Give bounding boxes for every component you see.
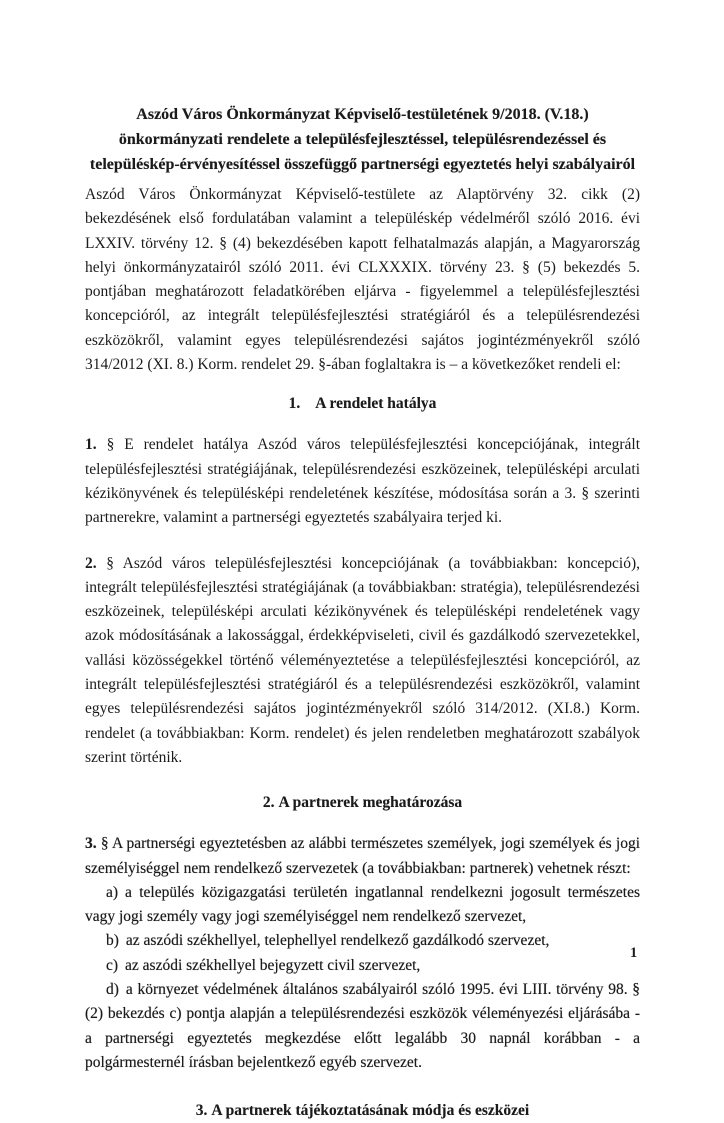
section-2-number: 2. bbox=[262, 794, 275, 812]
section-2-heading bbox=[85, 791, 640, 815]
list-item-a bbox=[85, 881, 640, 930]
list-item-c-marker: c) bbox=[106, 956, 119, 974]
list-item-d-marker: d) bbox=[106, 981, 119, 999]
document-title: Aszód Város Önkormányzat Képviselő-testületének 9/2018. (V.18.) önkormányzati rendelete a településfejlesztéssel, településrendezéssel és településkép-érvényesítéssel összefüggő partnerségi egyeztetés helyi szabályairól bbox=[89, 106, 636, 173]
list-item-a-text: a település közigazgatási területén ingatlannal rendelkezni jogosult természetes vagy jogi személy vagy jogi személyiséggel nem rendelkező szervezet, bbox=[85, 883, 640, 926]
section-2-label: A partnerek meghatározása bbox=[278, 794, 463, 812]
list-item-c bbox=[85, 954, 640, 978]
paragraph-2 bbox=[85, 552, 640, 771]
section-3-number: 3. bbox=[195, 1102, 208, 1120]
page-number: 1 bbox=[630, 945, 638, 961]
paragraph-3-number: 3. bbox=[85, 835, 97, 853]
paragraph-1-text: § E rendelet hatálya Aszód város településfejlesztési koncepciójának, integrált településfejlesztési stratégiájának, településrendezési eszközeinek, településképi arculati kézikönyvének és településképi rendeletének készítése, módosítása során a 3. § szerinti partnerekre, valamint a partnerségi egyeztetés szabályaira terjed ki. bbox=[85, 436, 640, 527]
preamble-paragraph: Aszód Város Önkormányzat Képviselő-testülete az Alaptörvény 32. cikk (2) bekezdésének első fordulatában valamint a településkép védelméről szóló 2016. évi LXXIV. törvény 12. § (4) bekezdésében kapott felhatalmazás alapján, a Magyarország helyi önkormányzatairól szóló 2011. évi CLXXXIX. törvény 23. § (5) bekezdés 5. pontjában meghatározott feladatkörében eljárva - figyelemmel a településfejlesztési koncepcióról, az integrált településfejlesztési stratégiáról és a településrendezési eszközökről, valamint egyes településrendezési sajátos jogintézményekről szóló 314/2012 (XI. 8.) Korm. rendelet 29. §-ában foglaltakra is – a következőket rendeli el: bbox=[85, 186, 640, 374]
list-item-d bbox=[85, 978, 640, 1075]
list-item-c-text: az aszódi székhellyel bejegyzett civil szervezet, bbox=[125, 956, 421, 974]
section-1-heading bbox=[85, 392, 640, 416]
list-item-b-marker: b) bbox=[106, 932, 119, 950]
section-3-heading bbox=[85, 1099, 640, 1123]
section-1-number: 1. bbox=[288, 395, 301, 413]
paragraph-3 bbox=[85, 832, 640, 881]
paragraph-1 bbox=[85, 433, 640, 530]
paragraph-3-text: § A partnerségi egyeztetésben az alábbi természetes személyek, jogi személyek és jogi személyiséggel nem rendelkező szervezetek (a továbbiakban: partnerek) vehetnek részt: bbox=[85, 835, 640, 877]
list-item-b-text: az aszódi székhellyel, telephellyel rendelkező gazdálkodó szervezet, bbox=[125, 932, 550, 950]
paragraph-2-number: 2. bbox=[85, 554, 97, 572]
paragraph-2-text: § Aszód város településfejlesztési koncepciójának (a továbbiakban: koncepció), integrált településfejlesztési stratégiájának (a továbbiakban: stratégia), településrendezési eszközeinek, településképi arculati kézikönyvének és településképi rendeletének vagy azok módosításának a lakossággal, érdekképviseleti, civil és gazdálkodó szervezetekkel, vallási közösségekkel történő véleményeztetése a településfejlesztési koncepcióról, az integrált településfejlesztési stratégiáról és a településrendezési eszközökről, valamint egyes településrendezési sajátos jogintézményekről szóló 314/2012. (XI.8.) Korm. rendelet (a továbbiakban: Korm. rendelet) és jelen rendeletben meghatározott szabályok szerint történik. bbox=[85, 554, 641, 766]
list-item-b bbox=[85, 929, 640, 953]
paragraph-1-number: 1. bbox=[85, 436, 97, 454]
section-3-label: A partnerek tájékoztatásának módja és eszközei bbox=[211, 1102, 530, 1120]
section-1-label: A rendelet hatálya bbox=[315, 395, 437, 413]
list-item-a-marker: a) bbox=[106, 883, 119, 901]
list-item-d-text: a környezet védelmének általános szabályairól szóló 1995. évi LIII. törvény 98. § (2) bekezdés c) pontja alapján a településrendezési eszközök véleményezési eljárásába - a partnerségi egyeztetés megkezdése előtt legalább 30 napnál korábban - a polgármesternél írásban bejelentkező egyéb szervezet. bbox=[85, 981, 640, 1071]
